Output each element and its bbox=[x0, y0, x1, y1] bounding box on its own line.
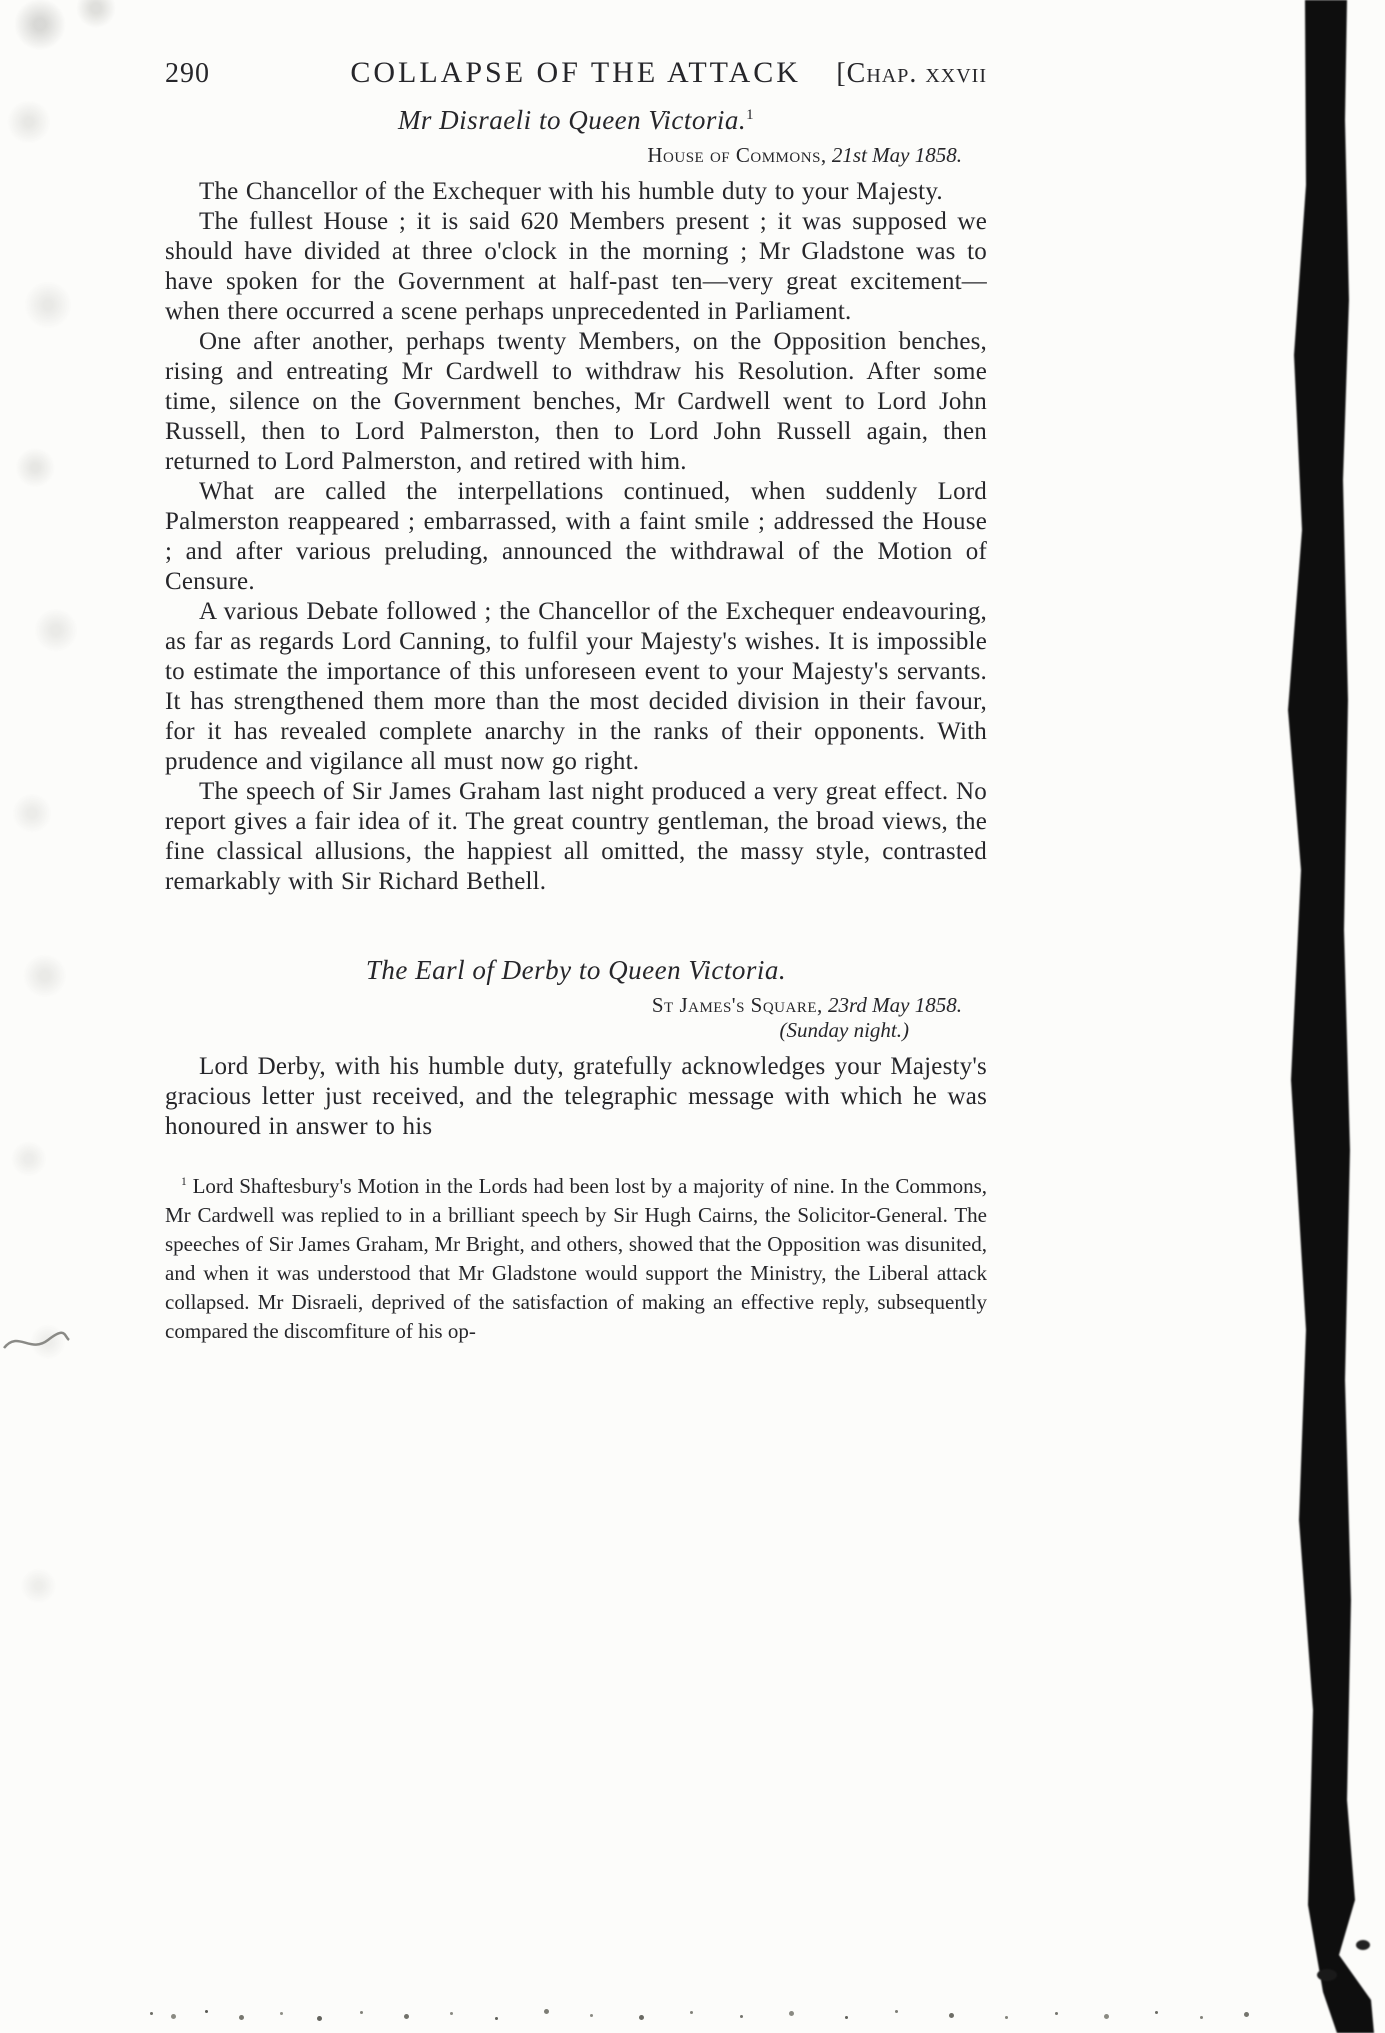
page-number: 290 bbox=[165, 58, 210, 89]
scan-speckles-bottom bbox=[150, 2012, 153, 2015]
paragraph: The speech of Sir James Graham last night produced a very great effect. No report gives a fair idea of it. The great country gentleman, the broad views, the fine classical allusions, the happiest all omitted, the massy style, contrasted remarkably with Sir Richard Bethell. bbox=[165, 778, 987, 895]
letter2-dateline-night: (Sunday night.) bbox=[779, 1018, 909, 1042]
paragraph: What are called the interpellations continued, when suddenly Lord Palmerston reappeared ; embarrassed, with a faint smile ; addressed the House ; and after various preluding, announced the withdrawal of the Motion of Censure. bbox=[165, 478, 987, 595]
running-head-chapter: [Chap. xxvii bbox=[836, 58, 987, 89]
scan-noise bbox=[0, 0, 160, 2033]
paragraph: The Chancellor of the Exchequer with his humble duty to your Majesty. bbox=[199, 178, 943, 205]
letter1-footnote-marker: 1 bbox=[746, 107, 755, 123]
letter1-dateline bbox=[165, 143, 987, 168]
footnote-marker: 1 bbox=[181, 1176, 187, 1188]
paragraph: The fullest House ; it is said 620 Members present ; it was supposed we should have divided at three o'clock in the morning ; Mr Gladstone was to have spoken for the Government at half-past ten—very great excitement—when there occurred a scene perhaps unprecedented in Parliament. bbox=[165, 208, 987, 325]
letter2-title-text: The Earl of Derby to Queen Victoria. bbox=[365, 955, 787, 985]
pen-mark bbox=[2, 1326, 72, 1360]
letter-disraeli bbox=[165, 105, 987, 897]
book-binding-shadow bbox=[1275, 0, 1385, 2033]
letter1-title-text: Mr Disraeli to Queen Victoria. bbox=[397, 105, 747, 135]
paragraph: A various Debate followed ; the Chancellor of the Exchequer endeavouring, as far as regards Lord Canning, to fulfil your Majesty's wishes. It is impossible to estimate the importance of this unforeseen event to your Majesty's servants. It has strengthened them more than the most decided division in their favour, for it has revealed complete anarchy in the ranks of their opponents. With prudence and vigilance all must now go right. bbox=[165, 598, 987, 775]
footnote-text: Lord Shaftesbury's Motion in the Lords had been lost by a majority of nine. In the Commons, Mr Cardwell was replied to in a brilliant speech by Sir Hugh Cairns, the Solicitor-General. The speeches of Sir James Graham, Mr Bright, and others, showed that the Opposition was disunited, and when it was understood that Mr Gladstone would support the Ministry, the Liberal attack collapsed. Mr Disraeli, deprived of the satisfaction of making an effective reply, subsequently compared the discomfiture of his op- bbox=[165, 1174, 988, 1343]
running-head-title: COLLAPSE OF THE ATTACK bbox=[350, 56, 801, 89]
letter1-body bbox=[165, 177, 987, 897]
page-column bbox=[165, 0, 987, 1346]
running-head bbox=[165, 0, 987, 90]
letter2-title bbox=[165, 955, 987, 986]
letter1-title bbox=[165, 105, 987, 136]
letter-derby bbox=[165, 955, 987, 1142]
paragraph: One after another, perhaps twenty Members, on the Opposition benches, rising and entreating Mr Cardwell to withdraw his Resolution. After some time, silence on the Government benches, Mr Cardwell went to Lord John Russell, then to Lord Palmerston, then to Lord John Russell again, then returned to Lord Palmerston, and retired with him. bbox=[165, 328, 987, 475]
letter2-dateline-place: St James's Square, bbox=[651, 993, 823, 1017]
letter2-dateline-date: 23rd May 1858. bbox=[828, 993, 962, 1017]
footnote-paragraph bbox=[165, 1168, 987, 1346]
letter2-body bbox=[165, 1052, 987, 1142]
letter1-dateline-date: 21st May 1858. bbox=[831, 143, 962, 167]
paragraph: Lord Derby, with his humble duty, gratefully acknowledges your Majesty's gracious letter just received, and the telegraphic message with which he was honoured in answer to his bbox=[165, 1053, 987, 1140]
letter1-dateline-place: House of Commons, bbox=[647, 143, 827, 167]
footnote bbox=[165, 1168, 987, 1346]
letter2-dateline bbox=[165, 993, 987, 1018]
